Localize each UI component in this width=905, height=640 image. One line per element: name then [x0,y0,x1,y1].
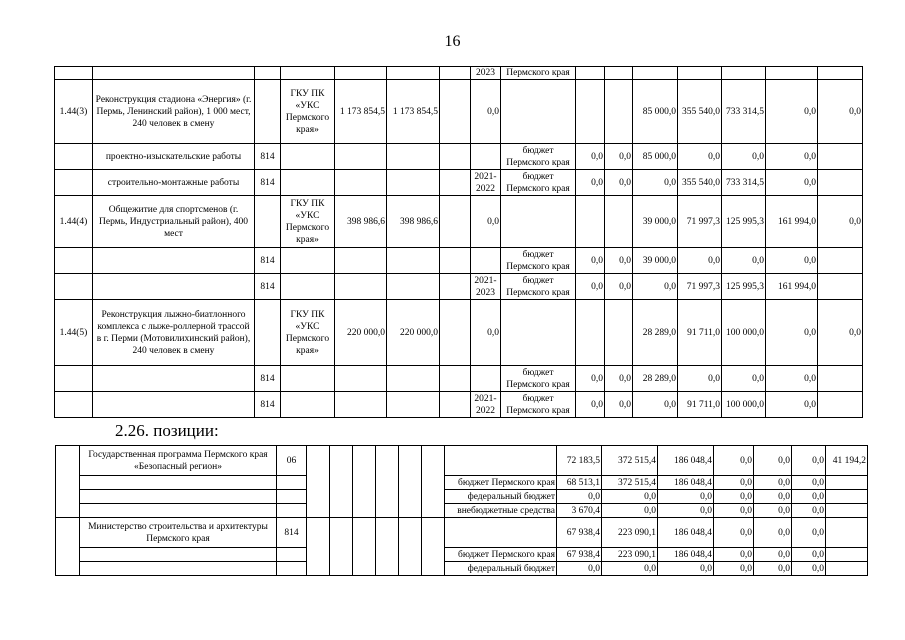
value-cell: 91 711,0 [678,392,722,418]
table-cell [818,366,863,392]
value-cell: 161 994,0 [766,274,818,300]
value-cell: 0,0 [818,196,863,248]
value-cell: 0,0 [576,274,605,300]
cost-cell: 398 986,6 [335,196,387,248]
table-cell [330,518,353,576]
value-cell: 0,0 [605,366,633,392]
table-cell [818,144,863,170]
value-cell: 0,0 [792,476,826,490]
cost-cell: 398 986,6 [387,196,440,248]
value-cell [826,518,868,548]
table-cell [445,446,557,476]
subitem-name [93,366,255,392]
source-cell: бюджет Пермского края [501,366,576,392]
table-row [56,476,868,490]
subitem-row [55,366,863,392]
table-cell [826,562,868,576]
value-cell: 0,0 [792,504,826,518]
table-cell [55,248,93,274]
value-cell: 0,0 [714,446,754,476]
cost-cell: 220 000,0 [387,300,440,366]
table-cell [440,80,471,144]
table-cell [501,196,576,248]
code-cell: 814 [255,144,281,170]
table-row [56,562,868,576]
table-cell [422,518,445,576]
value-cell: 0,0 [576,248,605,274]
value-cell: 0,0 [633,170,678,196]
table-cell [445,518,557,548]
value-cell: 0,0 [766,144,818,170]
value-cell: 0,0 [576,144,605,170]
table-row [56,446,868,476]
page-number: 16 [444,33,461,50]
value-cell: 0,0 [605,248,633,274]
table-cell [387,248,440,274]
table-cell [277,562,307,576]
table-cell [55,392,93,418]
program-name: Государственная программа Пермского края «Безопасный регион» [80,446,277,476]
value-cell: 28 289,0 [633,300,678,366]
value-cell: 0,0 [722,144,766,170]
years-cell: 2021-2022 [471,170,501,196]
project-id: 1.44(5) [55,300,93,366]
table-cell [80,562,277,576]
value-cell: 0,0 [714,490,754,504]
table-cell [440,196,471,248]
table-cell [818,274,863,300]
value-cell: 0,0 [754,548,792,562]
value-cell: 0,0 [602,562,658,576]
value-cell: 100 000,0 [722,392,766,418]
value-cell: 39 000,0 [633,196,678,248]
value-cell: 0,0 [658,562,714,576]
table-cell [335,67,387,80]
table-cell [399,446,422,518]
value-cell: 0,0 [722,366,766,392]
table-cell [335,170,387,196]
table-cell [399,518,422,576]
value-cell: 91 711,0 [678,300,722,366]
value-cell: 85 000,0 [633,144,678,170]
code-cell: 814 [255,274,281,300]
years-cell [471,248,501,274]
value-cell: 0,0 [576,170,605,196]
cost-cell: 1 173 854,5 [335,80,387,144]
code-cell: 814 [255,170,281,196]
value-cell: 0,0 [678,366,722,392]
value-cell: 0,0 [766,80,818,144]
table-cell [281,392,335,418]
table-cell [55,274,93,300]
source-cell: бюджет Пермского края [501,144,576,170]
code-cell: 814 [277,518,307,548]
source-cell: внебюджетные средства [445,504,557,518]
value-cell: 0,0 [714,476,754,490]
table-cell [56,446,80,518]
value-cell: 0,0 [658,490,714,504]
source-cell: бюджет Пермского края [501,392,576,418]
value-cell: 0,0 [766,170,818,196]
value-cell: 0,0 [633,274,678,300]
value-cell: 0,0 [605,274,633,300]
customer-cell: ГКУ ПК «УКС Пермского края» [281,196,335,248]
table-cell [576,80,605,144]
project-id: 1.44(3) [55,80,93,144]
value-cell: 0,0 [792,490,826,504]
table-row [56,548,868,562]
table-cell [335,144,387,170]
value-cell: 0,0 [766,392,818,418]
source-cell: бюджет Пермского края [501,170,576,196]
value-cell: 0,0 [714,548,754,562]
table-cell [818,248,863,274]
table-cell [335,366,387,392]
table-cell [277,490,307,504]
value-cell: 0,0 [754,518,792,548]
value-cell: 733 314,5 [722,170,766,196]
table-cell [387,392,440,418]
table-cell [440,392,471,418]
table-cell [93,67,255,80]
source-cell: Пермского края [501,67,576,80]
table-cell [335,274,387,300]
value-cell: 72 183,5 [557,446,602,476]
table-cell [335,392,387,418]
table-cell [605,67,633,80]
value-cell: 186 048,4 [658,548,714,562]
years-cell [471,144,501,170]
table-cell [80,490,277,504]
table-cell [55,366,93,392]
table-cell [387,274,440,300]
table-cell [501,80,576,144]
customer-cell: ГКУ ПК «УКС Пермского края» [281,300,335,366]
table-row [56,504,868,518]
years-cell: 2021-2023 [471,274,501,300]
value-cell: 125 995,3 [722,274,766,300]
value-cell: 100 000,0 [722,300,766,366]
project-id: 1.44(4) [55,196,93,248]
positions-table [55,445,868,576]
projects-table [54,66,863,418]
table-cell [281,274,335,300]
subitem-name: строительно-монтажные работы [93,170,255,196]
value-cell: 28 289,0 [633,366,678,392]
value-cell: 0,0 [678,248,722,274]
value-cell: 3 670,4 [557,504,602,518]
value-cell: 0,0 [471,80,501,144]
table-cell [281,170,335,196]
table-cell [678,67,722,80]
value-cell: 0,0 [766,300,818,366]
value-cell: 39 000,0 [633,248,678,274]
years-cell: 2021-2022 [471,392,501,418]
value-cell: 41 194,2 [826,446,868,476]
value-cell: 223 090,1 [602,548,658,562]
project-row [55,196,863,248]
source-cell: бюджет Пермского края [501,274,576,300]
value-cell: 0,0 [633,392,678,418]
source-cell: федеральный бюджет [445,562,557,576]
subitem-row [55,248,863,274]
value-cell: 0,0 [754,490,792,504]
value-cell: 0,0 [792,518,826,548]
table-cell [826,504,868,518]
table-row [55,67,863,80]
table-cell [818,170,863,196]
value-cell: 67 938,4 [557,518,602,548]
project-name: Реконструкция лыжно-биатлонного комплекса с лыже-роллерной трассой в г. Перми (Мотовилихинский район), 240 человек в смену [93,300,255,366]
value-cell: 0,0 [576,392,605,418]
subitem-name [93,274,255,300]
table-cell [440,300,471,366]
value-cell: 0,0 [722,248,766,274]
value-cell: 0,0 [792,562,826,576]
value-cell: 0,0 [792,446,826,476]
table-cell [826,490,868,504]
project-row [55,80,863,144]
table-cell [387,144,440,170]
value-cell: 0,0 [471,300,501,366]
value-cell: 0,0 [766,366,818,392]
table-cell [353,446,376,518]
table-cell [376,518,399,576]
customer-cell: ГКУ ПК «УКС Пермского края» [281,80,335,144]
table-cell [277,548,307,562]
years-cell [471,366,501,392]
value-cell: 0,0 [602,490,658,504]
value-cell: 372 515,4 [602,446,658,476]
table-cell [255,300,281,366]
table-cell [387,366,440,392]
subitem-name: проектно-изыскательские работы [93,144,255,170]
project-name: Реконструкция стадиона «Энергия» (г. Пермь, Ленинский район), 1 000 мест, 240 человек в смену [93,80,255,144]
value-cell: 161 994,0 [766,196,818,248]
table-cell [576,67,605,80]
table-cell [440,67,471,80]
table-cell [80,476,277,490]
source-cell: федеральный бюджет [445,490,557,504]
value-cell: 0,0 [714,518,754,548]
value-cell: 0,0 [792,548,826,562]
project-row [55,300,863,366]
table-row [56,518,868,548]
table-cell [55,144,93,170]
table-cell [501,300,576,366]
value-cell: 223 090,1 [602,518,658,548]
subitem-name [93,248,255,274]
table-cell [353,518,376,576]
table-cell [255,67,281,80]
code-cell: 814 [255,366,281,392]
table-cell [387,170,440,196]
table-cell [422,446,445,518]
table-cell [440,274,471,300]
table-cell [440,144,471,170]
value-cell: 0,0 [754,562,792,576]
table-cell [440,248,471,274]
code-cell: 06 [277,446,307,476]
value-cell: 68 513,1 [557,476,602,490]
table-cell [440,366,471,392]
table-cell [277,504,307,518]
value-cell: 372 515,4 [602,476,658,490]
source-cell: бюджет Пермского края [501,248,576,274]
table-cell [576,300,605,366]
table-cell [826,548,868,562]
section-heading: 2.26. позиции: [115,421,219,440]
value-cell: 0,0 [605,144,633,170]
subitem-row [55,170,863,196]
code-cell: 814 [255,392,281,418]
table-cell [307,446,330,518]
table-cell [277,476,307,490]
value-cell: 67 938,4 [557,548,602,562]
value-cell: 186 048,4 [658,518,714,548]
value-cell: 186 048,4 [658,446,714,476]
value-cell: 0,0 [557,562,602,576]
table-cell [281,366,335,392]
table-cell [605,196,633,248]
table-cell [330,446,353,518]
table-row [56,490,868,504]
table-cell [80,548,277,562]
code-cell: 814 [255,248,281,274]
table-cell [576,196,605,248]
value-cell: 355 540,0 [678,170,722,196]
table-cell [281,248,335,274]
value-cell: 0,0 [714,562,754,576]
table-cell [255,196,281,248]
table-cell [766,67,818,80]
value-cell: 0,0 [714,504,754,518]
value-cell: 0,0 [557,490,602,504]
value-cell: 0,0 [576,366,605,392]
cost-cell: 1 173 854,5 [387,80,440,144]
table-cell [80,504,277,518]
value-cell: 0,0 [754,476,792,490]
value-cell: 0,0 [818,80,863,144]
value-cell: 85 000,0 [633,80,678,144]
value-cell: 0,0 [766,248,818,274]
table-cell [307,518,330,576]
table-cell [387,67,440,80]
table-cell [605,80,633,144]
source-cell: бюджет Пермского края [445,476,557,490]
program-name: Министерство строительства и архитектуры Пермского края [80,518,277,548]
table-cell [55,170,93,196]
table-cell [255,80,281,144]
subitem-row [55,274,863,300]
table-cell [281,144,335,170]
value-cell: 0,0 [605,170,633,196]
table-cell [633,67,678,80]
project-name: Общежитие для спортсменов (г. Пермь, Индустриальный район), 400 мест [93,196,255,248]
value-cell: 0,0 [658,504,714,518]
value-cell: 355 540,0 [678,80,722,144]
cost-cell: 220 000,0 [335,300,387,366]
value-cell: 0,0 [471,196,501,248]
value-cell: 0,0 [605,392,633,418]
value-cell: 186 048,4 [658,476,714,490]
table-cell [818,67,863,80]
value-cell: 125 995,3 [722,196,766,248]
table-cell [605,300,633,366]
table-cell [335,248,387,274]
table-cell [826,476,868,490]
value-cell: 0,0 [602,504,658,518]
value-cell: 0,0 [678,144,722,170]
table-cell [56,518,80,576]
subitem-name [93,392,255,418]
value-cell: 733 314,5 [722,80,766,144]
value-cell: 71 997,3 [678,274,722,300]
table-cell [281,67,335,80]
table-cell [722,67,766,80]
value-cell: 0,0 [754,446,792,476]
table-cell [376,446,399,518]
table-cell [818,392,863,418]
value-cell: 71 997,3 [678,196,722,248]
subitem-row [55,392,863,418]
value-cell: 0,0 [754,504,792,518]
year-cell: 2023 [471,67,501,80]
subitem-row [55,144,863,170]
table-cell [55,67,93,80]
table-cell [440,170,471,196]
value-cell: 0,0 [818,300,863,366]
source-cell: бюджет Пермского края [445,548,557,562]
